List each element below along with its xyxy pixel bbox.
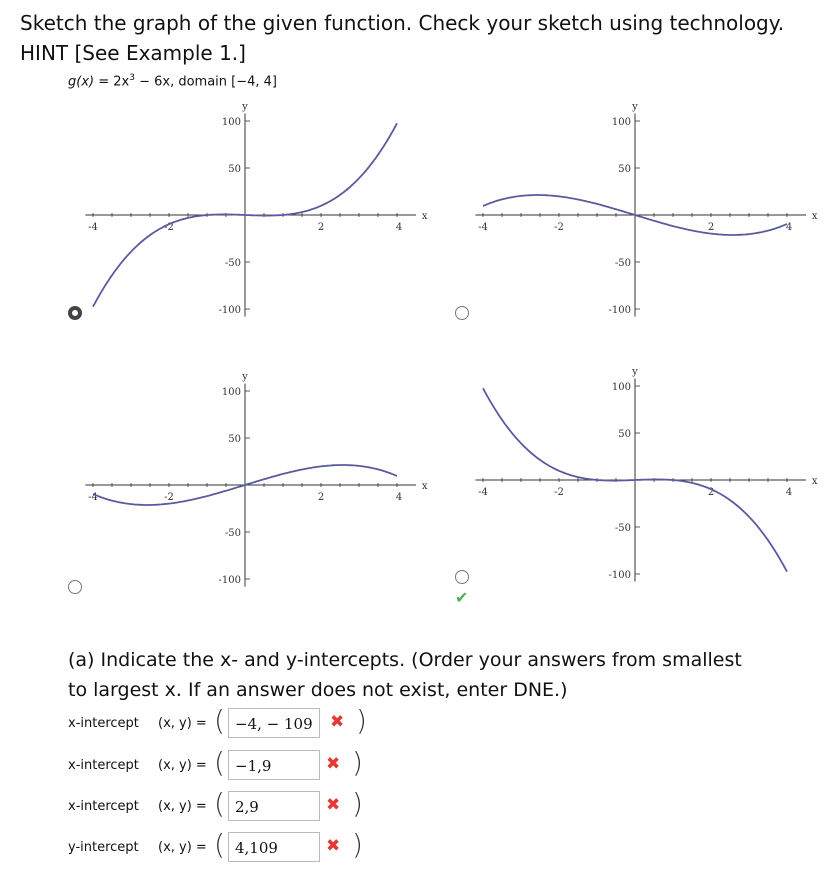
x-tick-label: 4 <box>785 222 793 233</box>
graph-option-b <box>470 100 820 330</box>
y-tick-label: -50 <box>614 523 631 534</box>
x-tick-label: 4 <box>395 222 403 233</box>
y-tick-label: 50 <box>618 429 631 440</box>
y-tick-label: -100 <box>218 575 241 586</box>
x-tick-label: 4 <box>395 492 403 503</box>
y-tick-label: 50 <box>618 164 631 175</box>
x-tick-label: -4 <box>478 222 488 233</box>
function-expression: = 2x <box>94 74 130 90</box>
y-axis-label: y <box>242 101 248 113</box>
correct-check-icon: ✔ <box>455 588 469 607</box>
radio-option-a[interactable] <box>68 306 82 320</box>
x-tick-label: 2 <box>317 222 325 233</box>
x-tick-label: -2 <box>164 492 174 503</box>
x-tick-label: -4 <box>478 487 488 498</box>
y-axis-label: y <box>242 371 248 383</box>
close-paren: ) <box>352 828 363 861</box>
x-axis-label: x <box>421 211 428 222</box>
wrong-icon: ✖ <box>326 795 341 815</box>
x-tick-label: 2 <box>707 222 715 233</box>
xy-label: (x, y) = <box>158 840 207 855</box>
x-axis-label: x <box>811 211 818 222</box>
y-axis-label: y <box>632 101 638 113</box>
function-name: g(x) <box>68 74 95 90</box>
radio-option-b[interactable] <box>455 306 469 320</box>
y-tick-label: -100 <box>608 570 631 581</box>
intercept-label: x-intercept <box>68 799 139 814</box>
y-tick-label: 100 <box>221 117 241 128</box>
x-tick-label: -4 <box>88 492 98 503</box>
y-tick-label: -50 <box>224 258 241 269</box>
x-tick-label: -2 <box>164 222 174 233</box>
intercept-label: x-intercept <box>68 716 139 731</box>
close-paren: ) <box>352 746 363 779</box>
graph-option-a <box>80 100 430 330</box>
open-paren: ( <box>214 828 225 861</box>
x-tick-label: 4 <box>785 487 793 498</box>
open-paren: ( <box>214 787 225 820</box>
question-line-1: Sketch the graph of the given function. Check your sketch using technology. <box>20 11 785 35</box>
part-a-line-1: (a) Indicate the x- and y-intercepts. (Order your answers from smallest <box>68 649 742 671</box>
close-paren: ) <box>352 787 363 820</box>
close-paren: ) <box>356 704 367 737</box>
x-tick-label: -4 <box>88 222 98 233</box>
graph-option-c <box>80 370 430 600</box>
function-exponent: 3 <box>129 73 135 83</box>
y-tick-label: -50 <box>614 258 631 269</box>
graph-option-d <box>470 365 820 595</box>
open-paren: ( <box>214 704 225 737</box>
xy-label: (x, y) = <box>158 799 207 814</box>
part-a-line-2: to largest x. If an answer does not exist, enter DNE.) <box>68 679 568 701</box>
part-a-instructions <box>68 645 742 705</box>
x-axis-label: x <box>811 476 818 487</box>
x-tick-label: -2 <box>554 222 564 233</box>
y-tick-label: -50 <box>224 528 241 539</box>
answer-input[interactable]: −1,9 <box>228 750 320 780</box>
x-tick-label: 2 <box>317 492 325 503</box>
y-tick-label: 50 <box>228 434 241 445</box>
wrong-icon: ✖ <box>330 712 345 732</box>
open-paren: ( <box>214 746 225 779</box>
answer-input[interactable]: 4,109 <box>228 832 320 862</box>
answer-input[interactable]: −4, − 109 <box>228 708 320 738</box>
x-axis-label: x <box>421 481 428 492</box>
function-definition <box>68 73 277 89</box>
xy-label: (x, y) = <box>158 758 207 773</box>
y-tick-label: 50 <box>228 164 241 175</box>
hint-link[interactable]: HINT [See Example 1.] <box>20 41 246 65</box>
radio-option-d[interactable] <box>455 570 469 584</box>
question-text <box>20 8 784 68</box>
hint-line <box>20 38 784 68</box>
wrong-icon: ✖ <box>326 754 341 774</box>
wrong-icon: ✖ <box>326 836 341 856</box>
y-tick-label: 100 <box>611 117 631 128</box>
x-tick-label: -2 <box>554 487 564 498</box>
answer-input[interactable]: 2,9 <box>228 791 320 821</box>
intercept-label: y-intercept <box>68 840 139 855</box>
xy-label: (x, y) = <box>158 716 207 731</box>
y-tick-label: 100 <box>221 387 241 398</box>
y-tick-label: -100 <box>608 305 631 316</box>
x-tick-label: 2 <box>707 487 715 498</box>
y-tick-label: -100 <box>218 305 241 316</box>
function-rest: − 6x, domain [−4, 4] <box>134 74 278 90</box>
y-tick-label: 100 <box>611 382 631 393</box>
intercept-label: x-intercept <box>68 758 139 773</box>
radio-option-c[interactable] <box>68 580 82 594</box>
y-axis-label: y <box>632 366 638 378</box>
